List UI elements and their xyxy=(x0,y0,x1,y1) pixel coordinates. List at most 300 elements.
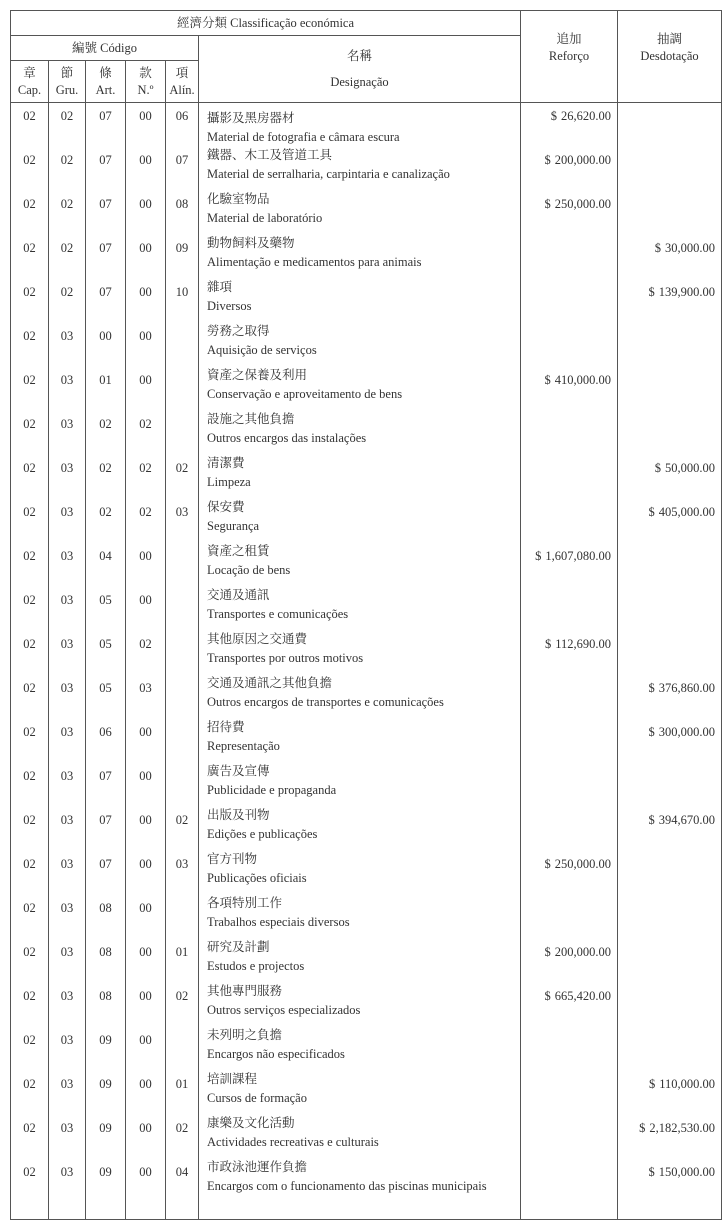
designation-cell xyxy=(199,674,521,718)
code-art: 02 xyxy=(86,454,126,498)
code-alin xyxy=(166,366,199,410)
code-cap: 02 xyxy=(11,718,49,762)
currency-symbol: $ xyxy=(544,373,551,387)
desdotacao-cell xyxy=(618,850,722,894)
reforco-cell xyxy=(521,630,618,674)
currency-symbol: $ xyxy=(648,681,655,695)
reforco-cell xyxy=(521,674,618,718)
code-n: 00 xyxy=(126,850,166,894)
designation-header xyxy=(199,36,521,103)
reforco-cell xyxy=(521,762,618,806)
code-n: 00 xyxy=(126,234,166,278)
code-gru: 03 xyxy=(49,894,86,938)
currency-symbol: $ xyxy=(544,637,552,651)
code-art: 05 xyxy=(86,674,126,718)
desdotacao-value: 376,860.00 xyxy=(658,681,715,695)
designation-pt: Conservação e aproveitamento de bens xyxy=(207,386,403,401)
desdotacao-cell xyxy=(618,322,722,366)
designation-zh: 攝影及黑房器材 xyxy=(207,111,295,125)
reforco-amount xyxy=(525,109,611,124)
desdotacao-cell xyxy=(618,982,722,1026)
classification-header: 經濟分類 Classificação económica xyxy=(11,11,521,36)
reforco-cell xyxy=(521,806,618,850)
code-n: 02 xyxy=(126,454,166,498)
designation-pt: Diversos xyxy=(207,298,252,313)
designation-cell xyxy=(199,190,521,234)
desdotacao-cell xyxy=(618,234,722,278)
designation-zh: 清潔費 xyxy=(207,456,245,470)
desdotacao-cell xyxy=(618,630,722,674)
table-row xyxy=(11,278,722,322)
reforco-cell xyxy=(521,278,618,322)
code-alin: 04 xyxy=(166,1158,199,1220)
code-n: 02 xyxy=(126,630,166,674)
designation-zh: 動物飼料及藥物 xyxy=(207,236,295,250)
reforco-cell xyxy=(521,1114,618,1158)
designation-zh: 交通及通訊之其他負擔 xyxy=(207,676,333,690)
designation-zh: 雜項 xyxy=(207,280,233,294)
code-cap: 02 xyxy=(11,322,49,366)
desdotacao-cell xyxy=(618,1026,722,1070)
code-cap: 02 xyxy=(11,103,49,147)
designation-zh: 名稱 xyxy=(346,49,372,63)
code-art: 02 xyxy=(86,498,126,542)
designation-pt: Locação de bens xyxy=(207,562,291,577)
reforco-amount xyxy=(525,373,611,388)
reforco-cell xyxy=(521,234,618,278)
code-n: 00 xyxy=(126,322,166,366)
designation-pt: Trabalhos especiais diversos xyxy=(207,914,350,929)
cap-header xyxy=(11,61,49,103)
code-art: 07 xyxy=(86,278,126,322)
code-alin: 01 xyxy=(166,938,199,982)
code-n: 03 xyxy=(126,674,166,718)
code-art: 07 xyxy=(86,234,126,278)
code-gru: 03 xyxy=(49,410,86,454)
table-row xyxy=(11,586,722,630)
designation-pt: Transportes por outros motivos xyxy=(207,650,364,665)
code-n: 00 xyxy=(126,806,166,850)
designation-cell xyxy=(199,982,521,1026)
code-gru: 02 xyxy=(49,146,86,190)
code-art: 00 xyxy=(86,322,126,366)
gru-header xyxy=(49,61,86,103)
designation-pt: Encargos com o funcionamento das piscinas municipais xyxy=(207,1178,487,1193)
code-alin xyxy=(166,410,199,454)
code-art: 07 xyxy=(86,190,126,234)
reforco-cell xyxy=(521,982,618,1026)
currency-symbol: $ xyxy=(550,109,557,123)
cap-pt: Cap. xyxy=(17,82,42,97)
currency-symbol: $ xyxy=(639,1121,646,1135)
table-row xyxy=(11,190,722,234)
designation-zh: 其他專門服務 xyxy=(207,984,283,998)
art-header xyxy=(86,61,126,103)
code-cap: 02 xyxy=(11,498,49,542)
designation-pt: Outros encargos de transportes e comunicações xyxy=(207,694,444,709)
code-art: 08 xyxy=(86,938,126,982)
code-gru: 03 xyxy=(49,1158,86,1220)
code-gru: 02 xyxy=(49,103,86,147)
code-alin xyxy=(166,630,199,674)
code-cap: 02 xyxy=(11,366,49,410)
code-alin: 09 xyxy=(166,234,199,278)
code-alin: 10 xyxy=(166,278,199,322)
desdotacao-cell xyxy=(618,146,722,190)
code-n: 02 xyxy=(126,498,166,542)
designation-zh: 設施之其他負擔 xyxy=(207,412,295,426)
code-alin xyxy=(166,1026,199,1070)
desdotacao-cell xyxy=(618,454,722,498)
code-art: 07 xyxy=(86,146,126,190)
code-n: 00 xyxy=(126,542,166,586)
code-alin xyxy=(166,762,199,806)
desdotacao-cell xyxy=(618,1158,722,1220)
code-gru: 03 xyxy=(49,938,86,982)
table-row xyxy=(11,234,722,278)
table-row xyxy=(11,938,722,982)
table-row xyxy=(11,146,722,190)
designation-cell xyxy=(199,718,521,762)
code-n: 00 xyxy=(126,190,166,234)
table-row xyxy=(11,762,722,806)
designation-zh: 出版及刊物 xyxy=(207,808,270,822)
desdotacao-value: 110,000.00 xyxy=(659,1077,715,1091)
designation-cell xyxy=(199,146,521,190)
designation-cell xyxy=(199,938,521,982)
code-alin: 03 xyxy=(166,850,199,894)
code-alin: 06 xyxy=(166,103,199,147)
code-art: 01 xyxy=(86,366,126,410)
code-cap: 02 xyxy=(11,1026,49,1070)
code-gru: 03 xyxy=(49,542,86,586)
designation-cell xyxy=(199,454,521,498)
reforco-cell xyxy=(521,586,618,630)
code-gru: 03 xyxy=(49,1114,86,1158)
designation-pt: Cursos de formação xyxy=(207,1090,307,1105)
table-row xyxy=(11,1070,722,1114)
currency-symbol: $ xyxy=(544,197,551,211)
code-art: 07 xyxy=(86,850,126,894)
code-n: 00 xyxy=(126,1114,166,1158)
designation-pt: Representação xyxy=(207,738,280,753)
code-gru: 03 xyxy=(49,762,86,806)
code-gru: 03 xyxy=(49,1026,86,1070)
code-alin: 07 xyxy=(166,146,199,190)
code-cap: 02 xyxy=(11,586,49,630)
reforco-cell xyxy=(521,894,618,938)
designation-pt: Material de laboratório xyxy=(207,210,323,225)
code-alin: 02 xyxy=(166,1114,199,1158)
desdotacao-value: 30,000.00 xyxy=(665,241,715,255)
code-art: 02 xyxy=(86,410,126,454)
table-row xyxy=(11,103,722,147)
designation-cell xyxy=(199,1114,521,1158)
reforco-cell xyxy=(521,1070,618,1114)
designation-cell xyxy=(199,850,521,894)
designation-pt: Estudos e projectos xyxy=(207,958,305,973)
desdotacao-amount xyxy=(622,813,715,828)
reforco-cell xyxy=(521,1158,618,1220)
alin-zh: 項 xyxy=(175,65,189,80)
code-art: 07 xyxy=(86,103,126,147)
code-cap: 02 xyxy=(11,1114,49,1158)
code-n: 00 xyxy=(126,762,166,806)
code-cap: 02 xyxy=(11,410,49,454)
code-alin xyxy=(166,322,199,366)
desdotacao-value: 150,000.00 xyxy=(658,1165,715,1179)
n-header xyxy=(126,61,166,103)
reforco-amount xyxy=(525,153,611,168)
code-n: 00 xyxy=(126,366,166,410)
code-alin: 02 xyxy=(166,982,199,1026)
currency-symbol: $ xyxy=(535,549,542,563)
currency-symbol: $ xyxy=(654,241,661,255)
reforco-cell xyxy=(521,850,618,894)
table-row xyxy=(11,1158,722,1220)
designation-pt: Transportes e comunicações xyxy=(207,606,349,621)
code-gru: 03 xyxy=(49,674,86,718)
reforco-value: 200,000.00 xyxy=(554,153,611,167)
desdotacao-cell xyxy=(618,278,722,322)
designation-pt: Encargos não especificados xyxy=(207,1046,345,1061)
reforco-value: 112,690.00 xyxy=(555,637,611,651)
code-gru: 03 xyxy=(49,498,86,542)
desdotacao-cell xyxy=(618,762,722,806)
code-alin xyxy=(166,894,199,938)
code-cap: 02 xyxy=(11,938,49,982)
code-n: 00 xyxy=(126,103,166,147)
code-art: 08 xyxy=(86,982,126,1026)
currency-symbol: $ xyxy=(544,989,551,1003)
reforco-cell xyxy=(521,190,618,234)
code-cap: 02 xyxy=(11,278,49,322)
code-n: 00 xyxy=(126,278,166,322)
code-gru: 03 xyxy=(49,630,86,674)
code-alin: 02 xyxy=(166,806,199,850)
reforco-value: 1,607,080.00 xyxy=(545,549,611,563)
table-row xyxy=(11,498,722,542)
desdotacao-cell xyxy=(618,586,722,630)
table-row xyxy=(11,410,722,454)
code-cap: 02 xyxy=(11,630,49,674)
code-alin: 02 xyxy=(166,454,199,498)
code-gru: 03 xyxy=(49,1070,86,1114)
code-gru: 02 xyxy=(49,234,86,278)
code-cap: 02 xyxy=(11,454,49,498)
designation-pt: Segurança xyxy=(207,518,260,533)
code-cap: 02 xyxy=(11,762,49,806)
designation-cell xyxy=(199,1070,521,1114)
code-n: 00 xyxy=(126,1158,166,1220)
code-cap: 02 xyxy=(11,146,49,190)
code-cap: 02 xyxy=(11,190,49,234)
reforco-amount xyxy=(525,197,611,212)
desdotacao-cell xyxy=(618,674,722,718)
budget-table xyxy=(10,10,722,1220)
desdotacao-amount xyxy=(622,681,715,696)
table-row xyxy=(11,894,722,938)
desdotacao-amount xyxy=(622,285,715,300)
reforco-value: 665,420.00 xyxy=(554,989,611,1003)
gru-pt: Gru. xyxy=(55,82,79,97)
code-gru: 03 xyxy=(49,586,86,630)
code-alin: 08 xyxy=(166,190,199,234)
code-n: 00 xyxy=(126,938,166,982)
table-row xyxy=(11,366,722,410)
code-gru: 03 xyxy=(49,982,86,1026)
desdotacao-cell xyxy=(618,718,722,762)
cap-zh: 章 xyxy=(23,65,36,80)
reforco-value: 26,620.00 xyxy=(561,109,611,123)
code-art: 08 xyxy=(86,894,126,938)
designation-zh: 鐵器、木工及管道工具 xyxy=(207,148,333,162)
reforco-value: 250,000.00 xyxy=(554,197,611,211)
table-row xyxy=(11,1026,722,1070)
desdotacao-value: 405,000.00 xyxy=(658,505,715,519)
desdotacao-cell xyxy=(618,366,722,410)
code-gru: 03 xyxy=(49,454,86,498)
table-row xyxy=(11,1114,722,1158)
desdotacao-value: 50,000.00 xyxy=(665,461,715,475)
designation-zh: 其他原因之交通費 xyxy=(207,632,308,646)
code-art: 07 xyxy=(86,762,126,806)
designation-zh: 未列明之負擔 xyxy=(207,1028,283,1042)
reforco-cell xyxy=(521,938,618,982)
currency-symbol: $ xyxy=(648,725,655,739)
designation-zh: 化驗室物品 xyxy=(207,192,270,206)
table-body xyxy=(11,103,722,1220)
gru-zh: 節 xyxy=(60,65,74,80)
currency-symbol: $ xyxy=(648,1077,656,1091)
designation-pt: Aquisição de serviços xyxy=(207,342,317,357)
code-alin: 01 xyxy=(166,1070,199,1114)
designation-pt: Outros serviços especializados xyxy=(207,1002,361,1017)
reforco-amount xyxy=(525,945,611,960)
designation-zh: 培訓課程 xyxy=(207,1072,258,1086)
designation-cell xyxy=(199,366,521,410)
reforco-cell xyxy=(521,454,618,498)
code-cap: 02 xyxy=(11,806,49,850)
reforco-pt: Reforço xyxy=(548,49,590,63)
code-n: 00 xyxy=(126,982,166,1026)
reforco-cell xyxy=(521,410,618,454)
reforco-cell xyxy=(521,498,618,542)
code-n: 00 xyxy=(126,718,166,762)
desdotacao-zh: 抽調 xyxy=(656,32,682,46)
reforco-cell xyxy=(521,366,618,410)
desdotacao-cell xyxy=(618,498,722,542)
designation-zh: 康樂及文化活動 xyxy=(207,1116,295,1130)
desdotacao-cell xyxy=(618,938,722,982)
reforco-header xyxy=(521,11,618,103)
designation-pt: Material de serralharia, carpintaria e canalização xyxy=(207,166,450,181)
code-n: 00 xyxy=(126,586,166,630)
code-cap: 02 xyxy=(11,1158,49,1220)
desdotacao-value: 139,900.00 xyxy=(658,285,715,299)
table-row xyxy=(11,630,722,674)
reforco-zh: 追加 xyxy=(556,32,582,46)
code-cap: 02 xyxy=(11,1070,49,1114)
designation-zh: 資產之保養及利用 xyxy=(207,368,308,382)
desdotacao-header xyxy=(618,11,722,103)
designation-cell xyxy=(199,542,521,586)
desdotacao-cell xyxy=(618,806,722,850)
desdotacao-value: 2,182,530.00 xyxy=(649,1121,715,1135)
reforco-cell xyxy=(521,322,618,366)
desdotacao-cell xyxy=(618,1070,722,1114)
code-gru: 03 xyxy=(49,718,86,762)
designation-cell xyxy=(199,498,521,542)
currency-symbol: $ xyxy=(648,505,655,519)
desdotacao-amount xyxy=(622,461,715,476)
currency-symbol: $ xyxy=(544,153,551,167)
reforco-cell xyxy=(521,1026,618,1070)
designation-pt: Designação xyxy=(330,75,389,89)
desdotacao-amount xyxy=(622,1077,715,1092)
code-art: 06 xyxy=(86,718,126,762)
desdotacao-cell xyxy=(618,1114,722,1158)
code-cap: 02 xyxy=(11,850,49,894)
designation-zh: 資產之租賃 xyxy=(207,544,270,558)
designation-pt: Alimentação e medicamentos para animais xyxy=(207,254,422,269)
table-row xyxy=(11,718,722,762)
code-alin: 03 xyxy=(166,498,199,542)
art-zh: 條 xyxy=(99,65,112,80)
designation-cell xyxy=(199,103,521,147)
code-gru: 03 xyxy=(49,806,86,850)
reforco-value: 410,000.00 xyxy=(554,373,611,387)
designation-cell xyxy=(199,278,521,322)
designation-pt: Material de fotografia e câmara escura xyxy=(207,129,400,144)
designation-zh: 各項特別工作 xyxy=(207,896,283,910)
reforco-cell xyxy=(521,718,618,762)
desdotacao-cell xyxy=(618,410,722,454)
code-art: 05 xyxy=(86,630,126,674)
currency-symbol: $ xyxy=(648,285,655,299)
reforco-cell xyxy=(521,103,618,147)
designation-pt: Outros encargos das instalações xyxy=(207,430,367,445)
designation-pt: Actividades recreativas e culturais xyxy=(207,1134,379,1149)
code-alin xyxy=(166,586,199,630)
code-cap: 02 xyxy=(11,674,49,718)
code-cap: 02 xyxy=(11,894,49,938)
code-gru: 02 xyxy=(49,190,86,234)
designation-zh: 廣告及宣傳 xyxy=(207,764,270,778)
designation-zh: 招待費 xyxy=(207,720,245,734)
table-row xyxy=(11,454,722,498)
code-gru: 03 xyxy=(49,366,86,410)
designation-cell xyxy=(199,806,521,850)
code-n: 02 xyxy=(126,410,166,454)
desdotacao-cell xyxy=(618,894,722,938)
desdotacao-cell xyxy=(618,190,722,234)
code-art: 09 xyxy=(86,1114,126,1158)
desdotacao-value: 394,670.00 xyxy=(658,813,715,827)
code-gru: 02 xyxy=(49,278,86,322)
table-row xyxy=(11,982,722,1026)
code-header: 編號 Código xyxy=(11,36,199,61)
code-gru: 03 xyxy=(49,322,86,366)
alin-pt: Alín. xyxy=(169,82,195,97)
designation-cell xyxy=(199,410,521,454)
designation-zh: 保安費 xyxy=(207,500,245,514)
code-n: 00 xyxy=(126,1026,166,1070)
reforco-amount xyxy=(525,549,611,564)
designation-zh: 官方刊物 xyxy=(207,852,258,866)
code-alin xyxy=(166,674,199,718)
designation-pt: Edições e publicações xyxy=(207,826,318,841)
